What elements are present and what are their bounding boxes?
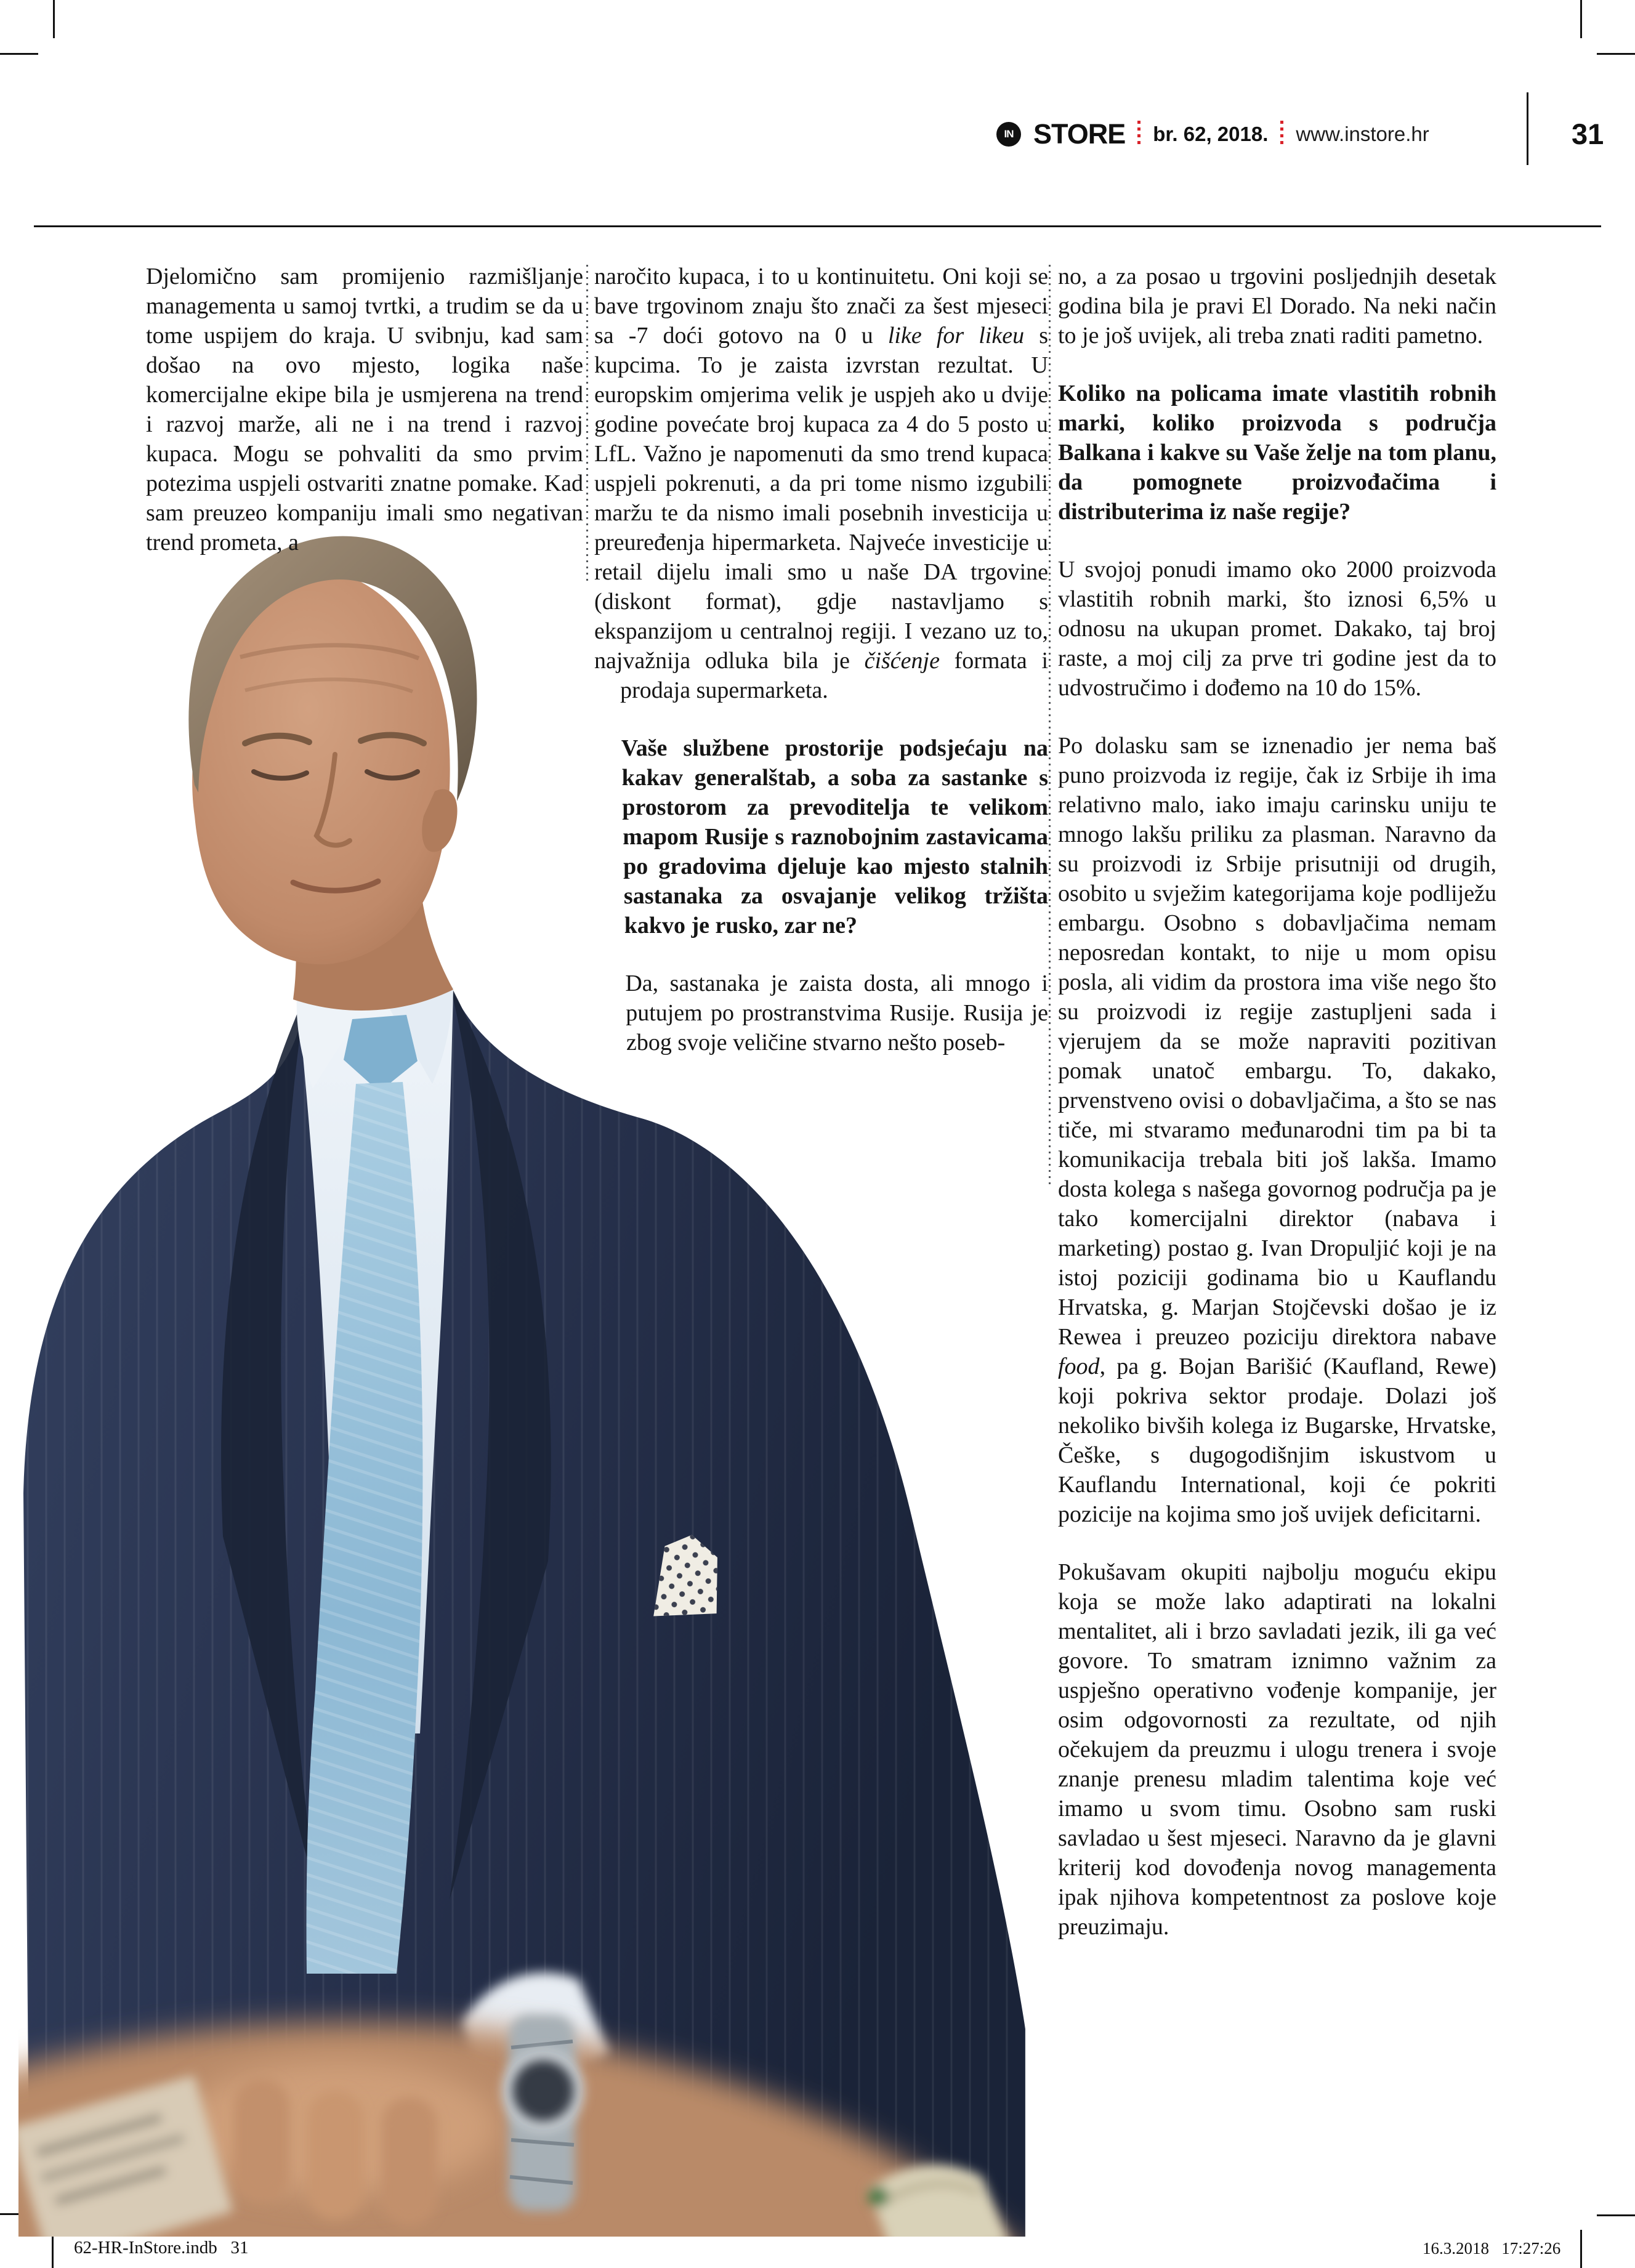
interview-question: Koliko na policama imate vlastitih robnih marki, koliko proizvoda s područja Balkana i kakve su Vaše želje na tom planu, da pomognete proizvođačima i distributerima iz naše regije?	[1058, 381, 1496, 525]
finger	[234, 2078, 289, 2201]
article-paragraph: Pokušavam okupiti najbolju moguću ekipu koja se može lako adaptirati na lokalni mentalitet, ali i brzo savladati jezik, ili ga već govore. To smatram iznimno važnim za uspješno operativno vođenje kompanije, jer osim odgovornosti za rezultate, od njih očekujem da preuzmu i ulogu trenera i svoje znanje prenesu mladim talentima koje već imamo u svom timu. Osobno sam ruski savladao u šest mjeseci. Naravno da je glavni kriterij kod dovođenja novog managementa ipak njihova kompetentnost za poslove koje preuzimaju.	[1058, 1559, 1496, 1940]
article-column-3	[1058, 262, 1496, 1942]
crop-mark	[1580, 2230, 1582, 2268]
article-column-1	[146, 262, 583, 557]
header-rule	[34, 225, 1601, 227]
crop-mark	[0, 53, 38, 55]
finger	[382, 2097, 437, 2226]
wristwatch	[503, 2014, 584, 2211]
crop-mark	[1580, 0, 1582, 38]
instore-logo-icon: IN	[996, 122, 1021, 147]
article-paragraph: naročito kupaca, i to u kontinuitetu. Oni koji se bave trgovinom znaju što znači za šest mjeseci sa -7 doći gotovo na 0 u like for likeu s kupcima. To je zaista izvrstan rezultat. U europskim omjerima velik je uspjeh ako u dvije godine povećate broj kupaca za 4 do 5 posto u LfL. Važno je napomenuti da smo trend kupaca uspjeli pokrenuti, a da pri tome nismo izgubili maržu te da nismo imali posebnih investicija u preuređenja hipermarketa. Najveće investicije u retail dijelu imali smo u naše DA trgovine (diskont format), gdje nastavljamo s ekspanzijom u centralnoj regiji. I vezano uz to, najvažnija odluka bila je čišćenje formata i prodaja supermarketa.	[594, 264, 1048, 703]
magazine-logo-text: STORE	[1033, 118, 1126, 150]
footer-filename: 62-HR-InStore.indb 31	[74, 2238, 249, 2258]
column-divider	[1049, 265, 1051, 1185]
page-header	[996, 115, 1429, 154]
website-url: www.instore.hr	[1296, 123, 1429, 145]
article-paragraph: no, a za posao u trgovini posljednjih desetak godina bila je pravi El Dorado. Na neki način to je još uvijek, ali treba znati raditi pametno.	[1058, 264, 1496, 349]
column-divider	[586, 265, 588, 582]
head	[188, 536, 477, 1011]
article-paragraph: Po dolasku sam se iznenadio jer nema baš puno proizvoda iz regije, čak iz Srbije ih ima relativno malo, iako imaju carinsku uniju te mnogo lakšu priliku za plasman. Naravno da su proizvodi iz Srbije prisutniji od drugih, osobito u svježim kategorijama koje podliježu embargu. Osobno s dobavljačima nemam neposredan kontakt, to nije u mom opisu posla, ali vidim da prostora ima više nego što su proizvodi iz regije zastupljeni sada i vjerujem da se može napraviti pozitivan pomak unatoč embargu. To, dakako, prvenstveno ovisi o dobavljačima, a što se nas tiče, mi stvaramo međunarodni tim pa bi ta komunikacija trebala biti još lakša. Imamo dosta kolega s našega govornog područja pa je tako komercijalni direktor (nabava i marketing) postao g. Ivan Dropuljić koji je na istoj poziciji godinama bio u Kauflandu Hrvatska, g. Marjan Stojčevski došao je iz Rewea i preuzeo poziciju direktora nabave food, pa g. Bojan Barišić (Kaufland, Rewe) koji pokriva sektor prodaje. Dolazi još nekoliko bivših kolega iz Bugarske, Hrvatske, Češke, s dugogodišnjim iskustvom u Kauflandu International, koji će pokriti pozicije na kojima smo još uvijek deficitarni.	[1058, 733, 1496, 1527]
crop-mark	[53, 0, 55, 38]
crop-mark	[1597, 53, 1635, 55]
page-number: 31	[1572, 118, 1604, 150]
article-paragraph: Djelomično sam promijenio razmišljanje managementa u samoj tvrtki, a trudim se da u tome uspijem do kraja. U svibnju, kad sam došao na ovo mjesto, logika naše komercijalne ekipe bila je usmjerena na trend i razvoj marže, ali ne i na trend i razvoj kupaca. Mogu se pohvaliti da smo prvim potezima uspjeli ostvariti znatne pomake. Kad sam preuzeo kompaniju imali smo negativan trend prometa, a	[146, 264, 583, 555]
article-column-2	[594, 262, 1048, 1259]
finger	[308, 2091, 363, 2220]
interview-question: Vaše službene prostorije podsjećaju na kakav generalštab, a soba za sastanke s prostorom za prevoditelja te velikom mapom Rusije s raznobojnim zastavicama po gradovima djeluje kao mjesto stalnih sastanaka za osvajanje velikog tržišta kakvo je rusko, zar ne?	[621, 735, 1048, 938]
issue-number: br. 62, 2018.	[1153, 123, 1269, 145]
red-dotted-separator	[1280, 121, 1283, 148]
footer-timestamp: 16.3.2018 17:27:26	[1423, 2239, 1561, 2258]
crop-mark	[1597, 2214, 1635, 2216]
red-dotted-separator	[1137, 121, 1140, 148]
article-paragraph: U svojoj ponudi imamo oko 2000 proizvoda vlastitih robnih marki, što iznosi 6,5% u odnosu na ukupan promet. Dakako, taj broj raste, a moj cilj za prve tri godine jest da to udvostručimo i dođemo na 10 do 15%.	[1058, 557, 1496, 701]
header-divider-line	[1527, 92, 1528, 165]
article-paragraph: Da, sastanaka je zaista dosta, ali mnogo i putujem po prostranstvima Rusije. Rusija je zbog svoje veličine stvarno nešto poseb-	[625, 971, 1048, 1055]
